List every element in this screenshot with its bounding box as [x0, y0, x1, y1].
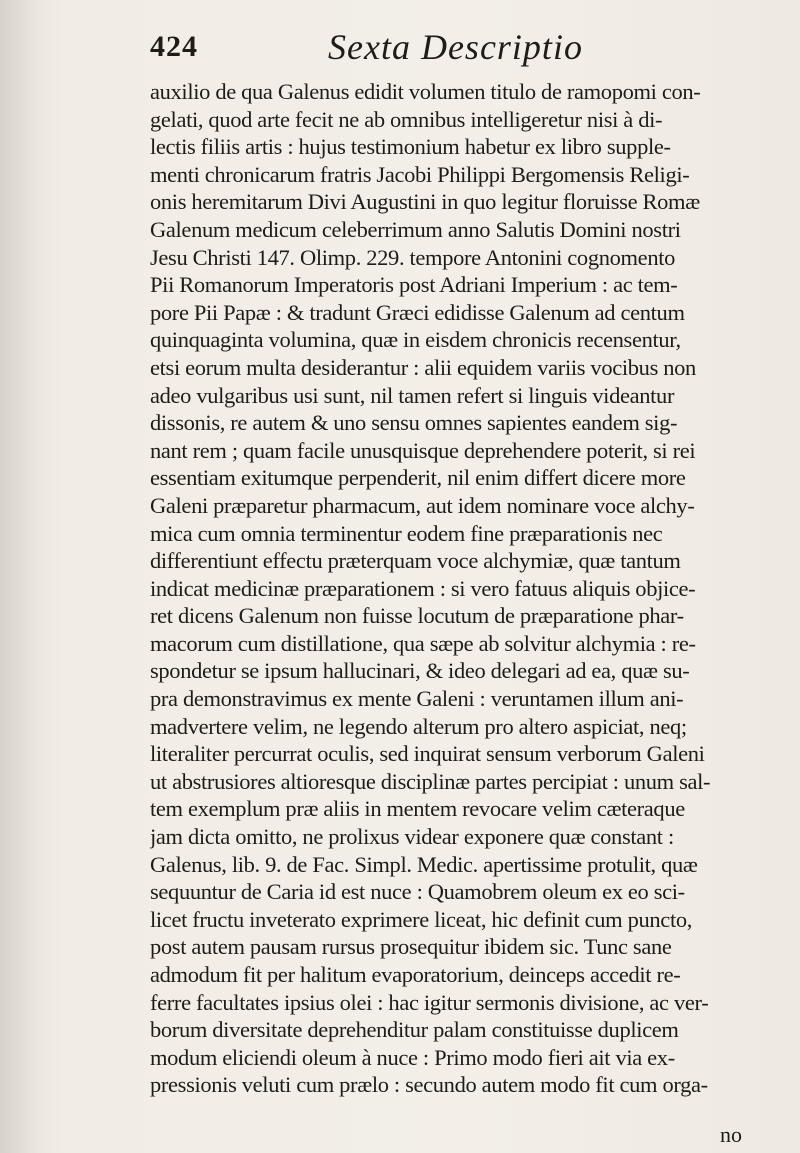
text-line: lectis filiis artis : hujus testimonium habetur ex libro supple-	[150, 134, 671, 160]
page-number: 424	[150, 30, 198, 63]
text-line: mica cum omnia terminentur eodem fine præparationis nec	[150, 520, 663, 546]
gutter-shadow	[0, 0, 40, 1153]
text-line: Galenus, lib. 9. de Fac. Simpl. Medic. apertissime protulit, quæ	[150, 851, 698, 877]
text-line: sequuntur de Caria id est nuce : Quamobrem oleum ex eo sci-	[150, 879, 685, 905]
text-line: Galenum medicum celeberrimum anno Salutis Domini nostri	[150, 216, 681, 242]
text-line: Galeni præparetur pharmacum, aut idem nominare voce alchy-	[150, 492, 695, 518]
text-line: adeo vulgaribus usi sunt, nil tamen refert si linguis videantur	[150, 382, 675, 408]
text-line: macorum cum distillatione, qua sæpe ab solvitur alchymia : re-	[150, 630, 696, 656]
text-line: ret dicens Galenum non fuisse locutum de præparatione phar-	[150, 603, 684, 629]
text-line: Jesu Christi 147. Olimp. 229. tempore Antonini cognomento	[150, 244, 676, 270]
page-header	[150, 22, 720, 72]
text-line: auxilio de qua Galenus edidit volumen titulo de ramopomi con-	[150, 79, 701, 104]
body-text	[150, 78, 770, 1099]
text-line: admodum fit per halitum evaporatorium, deinceps accedit re-	[150, 962, 681, 987]
text-line: modum eliciendi oleum à nuce : Primo modo fieri ait via ex-	[150, 1044, 675, 1070]
text-line: menti chronicarum fratris Jacobi Philippi Bergomensis Religi-	[150, 161, 690, 187]
text-line: post autem pausam rursus prosequitur ibidem sic. Tunc sane	[150, 934, 672, 960]
text-line: borum diversitate deprehenditur palam constituisse duplicem	[150, 1017, 679, 1043]
text-line: ut abstrusiores altioresque disciplinæ partes percipiat : unum sal-	[150, 768, 711, 794]
text-line: essentiam exitumque perpenderit, nil enim differt dicere more	[150, 465, 686, 491]
text-line: jam dicta omitto, ne prolixus videar exponere quæ constant :	[150, 824, 674, 850]
text-line: spondetur se ipsum hallucinari, & ideo delegari ad ea, quæ su-	[150, 658, 690, 684]
text-line: etsi eorum multa desiderantur : alii equidem variis vocibus non	[150, 354, 696, 380]
text-line: quinquaginta volumina, quæ in eisdem chronicis recensentur,	[150, 327, 681, 353]
text-line: madvertere velim, ne legendo alterum pro altero aspiciat, neq;	[150, 713, 687, 739]
text-line: pra demonstravimus ex mente Galeni : veruntamen illum ani-	[150, 686, 684, 712]
text-line: tem exemplum præ aliis in mentem revocare velim cæteraque	[150, 796, 685, 822]
text-line: Pii Romanorum Imperatoris post Adriani Imperium : ac tem-	[150, 272, 678, 298]
text-line: onis heremitarum Divi Augustini in quo legitur floruisse Romæ	[150, 189, 700, 215]
text-line: indicat medicinæ præparationem : si vero fatuus aliquis objice-	[150, 575, 696, 601]
text-line: ferre facultates ipsius olei : hac igitur sermonis divisione, ac ver-	[150, 989, 709, 1015]
text-line: gelati, quod arte fecit ne ab omnibus intelligeretur nisi à di-	[150, 106, 663, 132]
text-line: nant rem ; quam facile unusquisque deprehendere poterit, si rei	[150, 437, 696, 463]
catchword: no	[720, 1122, 742, 1147]
text-line: pore Pii Papæ : & tradunt Græci edidisse Galenum ad centum	[150, 299, 685, 325]
text-line: pressionis veluti cum prælo : secundo autem modo fit cum orga-	[150, 1072, 708, 1098]
text-line: licet fructu inveterato exprimere liceat, hic definit cum puncto,	[150, 906, 693, 932]
text-line: differentiunt effectu præterquam voce alchymiæ, quæ tantum	[150, 548, 681, 574]
text-line: dissonis, re autem & uno sensu omnes sapientes eandem sig-	[150, 410, 678, 436]
running-head: Sexta Descriptio	[328, 27, 583, 67]
text-line: literaliter percurrat oculis, sed inquirat sensum verborum Galeni	[150, 741, 705, 767]
